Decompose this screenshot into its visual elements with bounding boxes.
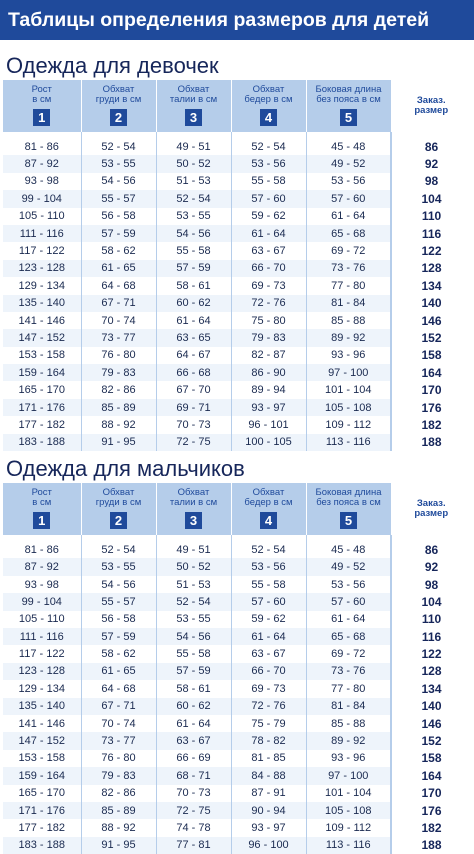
table-cell: 81 - 86 — [3, 138, 81, 155]
table-cell: 78 - 82 — [231, 732, 306, 749]
table-cell: 49 - 52 — [306, 155, 391, 172]
table-cell: 49 - 52 — [306, 558, 391, 575]
table-cell: 113 - 116 — [306, 434, 391, 451]
header-order-size: Заказ. размер — [391, 483, 471, 535]
table-cell: 159 - 164 — [3, 364, 81, 381]
table-cell: 147 - 152 — [3, 329, 81, 346]
table-cell: 57 - 60 — [306, 190, 391, 207]
table-cell: 89 - 92 — [306, 329, 391, 346]
table-cell: 177 - 182 — [3, 819, 81, 836]
table-row — [3, 732, 471, 749]
table-cell: 55 - 58 — [156, 645, 231, 662]
table-cell: 88 - 92 — [81, 819, 156, 836]
table-row — [3, 593, 471, 610]
table-cell: 79 - 83 — [81, 364, 156, 381]
table-cell: 77 - 80 — [306, 680, 391, 697]
order-size-cell: 188 — [391, 434, 471, 451]
table-cell: 55 - 57 — [81, 190, 156, 207]
table-row — [3, 785, 471, 802]
table-cell: 88 - 92 — [81, 416, 156, 433]
table-cell: 53 - 55 — [156, 208, 231, 225]
table-cell: 72 - 75 — [156, 802, 231, 819]
girls-section-title: Одежда для девочек — [6, 53, 219, 78]
column-number-badge: 4 — [260, 512, 277, 529]
table-cell: 81 - 84 — [306, 295, 391, 312]
table-cell: 66 - 69 — [156, 750, 231, 767]
order-size-cell: 128 — [391, 663, 471, 680]
order-size-cell: 134 — [391, 277, 471, 294]
table-cell: 61 - 64 — [156, 312, 231, 329]
page-title: Таблицы определения размеров для детей — [0, 0, 474, 40]
table-row — [3, 663, 471, 680]
table-cell: 87 - 91 — [231, 785, 306, 802]
table-cell: 177 - 182 — [3, 416, 81, 433]
table-cell: 67 - 71 — [81, 698, 156, 715]
table-cell: 61 - 64 — [306, 611, 391, 628]
table-cell: 63 - 67 — [156, 732, 231, 749]
table-cell: 141 - 146 — [3, 715, 81, 732]
table-cell: 69 - 71 — [156, 399, 231, 416]
table-cell: 85 - 88 — [306, 715, 391, 732]
table-cell: 52 - 54 — [156, 593, 231, 610]
table-cell: 77 - 80 — [306, 277, 391, 294]
table-cell: 55 - 58 — [231, 173, 306, 190]
order-size-cell: 122 — [391, 242, 471, 259]
table-cell: 97 - 100 — [306, 364, 391, 381]
column-number-badge: 3 — [185, 109, 202, 126]
table-cell: 75 - 80 — [231, 312, 306, 329]
table-cell: 51 - 53 — [156, 576, 231, 593]
table-cell: 52 - 54 — [231, 138, 306, 155]
table-cell: 79 - 83 — [81, 767, 156, 784]
table-cell: 76 - 80 — [81, 750, 156, 767]
table-cell: 73 - 76 — [306, 260, 391, 277]
table-cell: 99 - 104 — [3, 190, 81, 207]
table-cell: 56 - 58 — [81, 208, 156, 225]
table-row — [3, 576, 471, 593]
table-row — [3, 329, 471, 346]
table-row — [3, 364, 471, 381]
table-cell: 82 - 87 — [231, 347, 306, 364]
table-cell: 66 - 70 — [231, 663, 306, 680]
table-cell: 135 - 140 — [3, 295, 81, 312]
table-cell: 69 - 73 — [231, 680, 306, 697]
column-number-badge: 1 — [33, 512, 50, 529]
table-cell: 105 - 108 — [306, 399, 391, 416]
table-cell: 82 - 86 — [81, 785, 156, 802]
order-size-cell: 98 — [391, 173, 471, 190]
order-size-cell: 176 — [391, 802, 471, 819]
order-size-cell: 140 — [391, 295, 471, 312]
order-size-cell: 170 — [391, 785, 471, 802]
table-cell: 57 - 60 — [306, 593, 391, 610]
table-cell: 54 - 56 — [81, 173, 156, 190]
table-cell: 165 - 170 — [3, 381, 81, 398]
order-size-cell: 110 — [391, 611, 471, 628]
table-header-row — [3, 483, 471, 535]
table-row — [3, 208, 471, 225]
table-cell: 61 - 64 — [231, 225, 306, 242]
table-cell: 123 - 128 — [3, 663, 81, 680]
table-cell: 153 - 158 — [3, 750, 81, 767]
table-cell: 109 - 112 — [306, 819, 391, 836]
table-cell: 57 - 59 — [81, 628, 156, 645]
table-row — [3, 802, 471, 819]
table-cell: 61 - 65 — [81, 260, 156, 277]
table-cell: 56 - 58 — [81, 611, 156, 628]
table-cell: 67 - 71 — [81, 295, 156, 312]
table-cell: 93 - 98 — [3, 576, 81, 593]
order-size-cell: 152 — [391, 732, 471, 749]
table-cell: 159 - 164 — [3, 767, 81, 784]
table-cell: 129 - 134 — [3, 680, 81, 697]
table-cell: 68 - 71 — [156, 767, 231, 784]
table-row — [3, 416, 471, 433]
order-size-cell: 182 — [391, 416, 471, 433]
table-row — [3, 381, 471, 398]
table-cell: 65 - 68 — [306, 628, 391, 645]
table-cell: 53 - 56 — [306, 173, 391, 190]
table-cell: 58 - 61 — [156, 277, 231, 294]
table-cell: 58 - 62 — [81, 242, 156, 259]
table-cell: 93 - 98 — [3, 173, 81, 190]
table-cell: 49 - 51 — [156, 138, 231, 155]
table-cell: 69 - 72 — [306, 242, 391, 259]
table-cell: 105 - 110 — [3, 208, 81, 225]
order-size-cell: 128 — [391, 260, 471, 277]
table-cell: 73 - 77 — [81, 329, 156, 346]
table-row — [3, 558, 471, 575]
table-cell: 96 - 100 — [231, 837, 306, 854]
table-cell: 52 - 54 — [81, 541, 156, 558]
table-cell: 49 - 51 — [156, 541, 231, 558]
header-chest: Обхват груди в см 2 — [81, 483, 156, 535]
table-cell: 171 - 176 — [3, 802, 81, 819]
table-cell: 61 - 64 — [156, 715, 231, 732]
table-cell: 51 - 53 — [156, 173, 231, 190]
column-number-badge: 3 — [185, 512, 202, 529]
order-size-cell: 134 — [391, 680, 471, 697]
table-cell: 117 - 122 — [3, 242, 81, 259]
table-row — [3, 645, 471, 662]
table-row — [3, 295, 471, 312]
table-cell: 59 - 62 — [231, 208, 306, 225]
order-size-cell: 164 — [391, 364, 471, 381]
order-size-cell: 158 — [391, 347, 471, 364]
table-cell: 72 - 76 — [231, 295, 306, 312]
table-cell: 101 - 104 — [306, 381, 391, 398]
table-cell: 93 - 96 — [306, 347, 391, 364]
table-row — [3, 611, 471, 628]
table-cell: 53 - 55 — [81, 558, 156, 575]
column-number-badge: 5 — [340, 109, 357, 126]
table-row — [3, 347, 471, 364]
table-row — [3, 680, 471, 697]
table-cell: 87 - 92 — [3, 558, 81, 575]
table-cell: 117 - 122 — [3, 645, 81, 662]
table-cell: 153 - 158 — [3, 347, 81, 364]
table-cell: 183 - 188 — [3, 434, 81, 451]
order-size-cell: 146 — [391, 715, 471, 732]
table-cell: 90 - 94 — [231, 802, 306, 819]
table-cell: 60 - 62 — [156, 698, 231, 715]
table-row — [3, 138, 471, 155]
table-cell: 45 - 48 — [306, 541, 391, 558]
table-cell: 55 - 58 — [231, 576, 306, 593]
table-cell: 64 - 68 — [81, 680, 156, 697]
table-cell: 60 - 62 — [156, 295, 231, 312]
header-chest: Обхват груди в см 2 — [81, 80, 156, 132]
table-cell: 135 - 140 — [3, 698, 81, 715]
table-row — [3, 260, 471, 277]
table-cell: 81 - 85 — [231, 750, 306, 767]
table-row — [3, 225, 471, 242]
table-cell: 109 - 112 — [306, 416, 391, 433]
table-row — [3, 173, 471, 190]
table-cell: 129 - 134 — [3, 277, 81, 294]
order-size-cell: 164 — [391, 767, 471, 784]
table-row — [3, 541, 471, 558]
table-cell: 82 - 86 — [81, 381, 156, 398]
table-cell: 85 - 89 — [81, 399, 156, 416]
table-row — [3, 715, 471, 732]
table-cell: 53 - 55 — [156, 611, 231, 628]
order-size-cell: 182 — [391, 819, 471, 836]
table-cell: 53 - 56 — [306, 576, 391, 593]
table-cell: 91 - 95 — [81, 434, 156, 451]
table-cell: 57 - 60 — [231, 190, 306, 207]
table-cell: 54 - 56 — [156, 225, 231, 242]
table-row — [3, 767, 471, 784]
order-size-cell: 122 — [391, 645, 471, 662]
table-cell: 66 - 70 — [231, 260, 306, 277]
table-cell: 55 - 57 — [81, 593, 156, 610]
table-cell: 91 - 95 — [81, 837, 156, 854]
header-height: Рост в см 1 — [3, 483, 81, 535]
table-row — [3, 819, 471, 836]
table-cell: 61 - 64 — [306, 208, 391, 225]
table-cell: 183 - 188 — [3, 837, 81, 854]
order-size-cell: 188 — [391, 837, 471, 854]
table-cell: 54 - 56 — [156, 628, 231, 645]
table-cell: 113 - 116 — [306, 837, 391, 854]
table-cell: 165 - 170 — [3, 785, 81, 802]
table-cell: 87 - 92 — [3, 155, 81, 172]
boys-size-table — [3, 483, 471, 854]
table-cell: 59 - 62 — [231, 611, 306, 628]
table-row — [3, 155, 471, 172]
table-cell: 105 - 110 — [3, 611, 81, 628]
table-cell: 77 - 81 — [156, 837, 231, 854]
table-cell: 147 - 152 — [3, 732, 81, 749]
table-cell: 72 - 76 — [231, 698, 306, 715]
table-cell: 57 - 59 — [156, 260, 231, 277]
table-cell: 96 - 101 — [231, 416, 306, 433]
table-cell: 75 - 79 — [231, 715, 306, 732]
table-row — [3, 399, 471, 416]
order-size-cell: 152 — [391, 329, 471, 346]
table-cell: 55 - 58 — [156, 242, 231, 259]
table-cell: 53 - 56 — [231, 155, 306, 172]
table-cell: 67 - 70 — [156, 381, 231, 398]
table-cell: 65 - 68 — [306, 225, 391, 242]
order-size-cell: 176 — [391, 399, 471, 416]
table-cell: 99 - 104 — [3, 593, 81, 610]
table-cell: 61 - 64 — [231, 628, 306, 645]
table-cell: 70 - 73 — [156, 416, 231, 433]
table-cell: 61 - 65 — [81, 663, 156, 680]
table-cell: 50 - 52 — [156, 155, 231, 172]
table-cell: 57 - 60 — [231, 593, 306, 610]
boys-section-title: Одежда для мальчиков — [6, 456, 245, 482]
column-number-badge: 4 — [260, 109, 277, 126]
table-row — [3, 190, 471, 207]
header-waist: Обхват талии в см 3 — [156, 80, 231, 132]
table-cell: 52 - 54 — [81, 138, 156, 155]
table-cell: 93 - 96 — [306, 750, 391, 767]
table-header-row — [3, 80, 471, 132]
order-size-cell: 116 — [391, 225, 471, 242]
table-cell: 52 - 54 — [231, 541, 306, 558]
table-cell: 45 - 48 — [306, 138, 391, 155]
table-cell: 105 - 108 — [306, 802, 391, 819]
table-cell: 81 - 86 — [3, 541, 81, 558]
order-size-cell: 146 — [391, 312, 471, 329]
table-cell: 72 - 75 — [156, 434, 231, 451]
order-size-cell: 170 — [391, 381, 471, 398]
table-row — [3, 434, 471, 451]
order-size-cell: 116 — [391, 628, 471, 645]
table-cell: 64 - 68 — [81, 277, 156, 294]
table-row — [3, 312, 471, 329]
table-cell: 79 - 83 — [231, 329, 306, 346]
column-number-badge: 1 — [33, 109, 50, 126]
column-number-badge: 2 — [110, 109, 127, 126]
table-cell: 73 - 77 — [81, 732, 156, 749]
table-cell: 63 - 67 — [231, 242, 306, 259]
table-cell: 100 - 105 — [231, 434, 306, 451]
table-row — [3, 837, 471, 854]
table-cell: 70 - 74 — [81, 715, 156, 732]
order-size-cell: 86 — [391, 138, 471, 155]
table-cell: 85 - 89 — [81, 802, 156, 819]
table-row — [3, 750, 471, 767]
order-size-cell: 92 — [391, 558, 471, 575]
table-cell: 66 - 68 — [156, 364, 231, 381]
column-number-badge: 2 — [110, 512, 127, 529]
table-cell: 93 - 97 — [231, 819, 306, 836]
table-cell: 52 - 54 — [156, 190, 231, 207]
table-cell: 63 - 67 — [231, 645, 306, 662]
order-size-cell: 86 — [391, 541, 471, 558]
table-cell: 85 - 88 — [306, 312, 391, 329]
table-cell: 53 - 55 — [81, 155, 156, 172]
table-cell: 89 - 92 — [306, 732, 391, 749]
table-cell: 171 - 176 — [3, 399, 81, 416]
table-cell: 73 - 76 — [306, 663, 391, 680]
table-cell: 69 - 72 — [306, 645, 391, 662]
table-cell: 81 - 84 — [306, 698, 391, 715]
order-size-cell: 110 — [391, 208, 471, 225]
order-size-cell: 92 — [391, 155, 471, 172]
header-height: Рост в см 1 — [3, 80, 81, 132]
table-cell: 93 - 97 — [231, 399, 306, 416]
table-cell: 86 - 90 — [231, 364, 306, 381]
table-cell: 111 - 116 — [3, 628, 81, 645]
order-size-cell: 158 — [391, 750, 471, 767]
table-cell: 123 - 128 — [3, 260, 81, 277]
header-hips: Обхват бедер в см 4 — [231, 80, 306, 132]
table-cell: 70 - 74 — [81, 312, 156, 329]
table-cell: 97 - 100 — [306, 767, 391, 784]
table-cell: 57 - 59 — [156, 663, 231, 680]
column-number-badge: 5 — [340, 512, 357, 529]
table-cell: 50 - 52 — [156, 558, 231, 575]
table-row — [3, 628, 471, 645]
table-row — [3, 242, 471, 259]
table-cell: 141 - 146 — [3, 312, 81, 329]
header-side-length: Боковая длина без пояса в см 5 — [306, 80, 391, 132]
girls-size-table — [3, 80, 471, 451]
header-side-length: Боковая длина без пояса в см 5 — [306, 483, 391, 535]
order-size-cell: 104 — [391, 593, 471, 610]
table-cell: 69 - 73 — [231, 277, 306, 294]
table-cell: 111 - 116 — [3, 225, 81, 242]
table-cell: 101 - 104 — [306, 785, 391, 802]
table-cell: 63 - 65 — [156, 329, 231, 346]
header-waist: Обхват талии в см 3 — [156, 483, 231, 535]
order-size-cell: 104 — [391, 190, 471, 207]
table-cell: 53 - 56 — [231, 558, 306, 575]
order-size-cell: 140 — [391, 698, 471, 715]
header-order-size: Заказ. размер — [391, 80, 471, 132]
table-cell: 58 - 61 — [156, 680, 231, 697]
table-row — [3, 277, 471, 294]
table-cell: 64 - 67 — [156, 347, 231, 364]
table-cell: 76 - 80 — [81, 347, 156, 364]
table-cell: 57 - 59 — [81, 225, 156, 242]
table-cell: 58 - 62 — [81, 645, 156, 662]
table-cell: 70 - 73 — [156, 785, 231, 802]
table-row — [3, 698, 471, 715]
table-cell: 74 - 78 — [156, 819, 231, 836]
table-cell: 89 - 94 — [231, 381, 306, 398]
table-cell: 54 - 56 — [81, 576, 156, 593]
table-cell: 84 - 88 — [231, 767, 306, 784]
header-hips: Обхват бедер в см 4 — [231, 483, 306, 535]
order-size-cell: 98 — [391, 576, 471, 593]
